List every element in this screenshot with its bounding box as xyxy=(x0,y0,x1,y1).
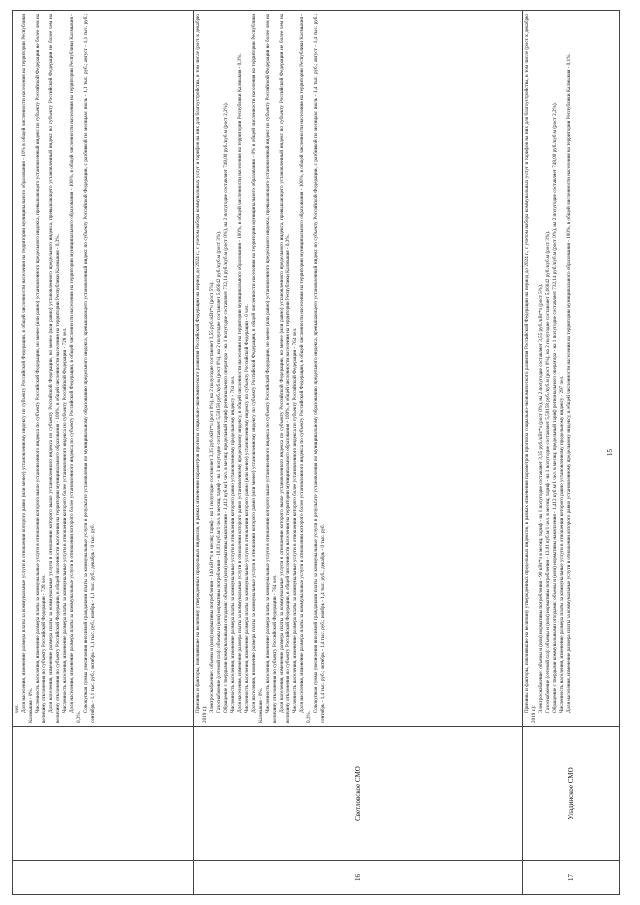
paragraph: Численность населения, изменение размера платы за коммунальные услуги в отношении которого более установленного индекса по субъекту Российской Федерации - 728 чел. xyxy=(62,327,69,713)
paragraph: Причины и факторы, повлиявшие на величину утвержденных предельных индексов, в рамках изменения параметров прогноза социально-экономического развития Российской Федерации на период до 2024 г., с учетом набора коммунальных услуг и тарифов на них для благоустройства, в том числе (рост к декабрю 2019 г.): xyxy=(195,14,208,723)
paragraph: Газоснабжение (сетевой газ): объемы и (или) нормативы потребления - 13,01 куб.м/1 чел. в месяц; тариф - на 1 полугодие составляет 5,50158 руб./куб.м (рост 0%), на 2 полугодие составляет 5,66642 руб./куб.м (рост 3%). xyxy=(544,230,551,713)
municipality-name xyxy=(13,727,194,861)
paragraph: Численность населения, изменение размера платы за коммунальные услуги в отношении которого равно установленному предельному индексу - 764 чел. xyxy=(229,375,236,713)
table-row xyxy=(523,11,620,895)
paragraph: Причины и факторы, повлиявшие на величину утвержденных предельных индексов, в рамках изменения параметров прогноза социально-экономического развития Российской Федерации на период до 2024 г., с учетом набора коммунальных услуг и тарифов на них для благоустройства, в том числе (рост к декабрю 2019 г.): xyxy=(524,14,537,723)
paragraph: Доля населения, изменение размера платы за коммунальные услуги в отношении которого равно установленному предельному индексу, в общей численности населения на территории муниципального образования - 100%, в общей численности населения на территории Республики Калмыкия - 0,1%. xyxy=(566,53,573,713)
paragraph: Численность населения, изменение размера платы за коммунальные услуги в отношении которого более установленного индекса по субъекту Российской Федерации - 764 чел. xyxy=(292,327,299,713)
paragraph: Численность населения, изменение размера платы за коммунальные услуги в отношении которого равно (или менее) установленному индексу по субъекту Российской Федерации - 0 чел. xyxy=(244,304,251,713)
row-number: 17 xyxy=(523,861,620,895)
description-cell xyxy=(194,11,523,727)
paragraph: Численность населения, изменение размера платы за коммунальные услуги в отношении которого выше установленного индекса по субъекту Российской Федерации, но менее (или равно) установленного предельного индекса, превышающего установленный индекс по субъекту Российской Федерации не более чем на величину отклонения по субъекту Российской Федерации - 764 чел. xyxy=(264,14,278,723)
table-row xyxy=(194,11,523,895)
paragraph: Численность населения, изменение размера платы за коммунальные услуги в отношении которого выше установленного индекса по субъекту Российской Федерации, но менее (или равно) установленного предельного индекса, превышающего установленный индекс по субъекту Российской Федерации не более чем на величину отклонения по субъекту Российской Федерации - 728 чел. xyxy=(34,14,48,723)
table-row xyxy=(13,11,194,895)
paragraph: Совокупная сумма увеличения вносимой гражданами платы за коммунальные услуги в результате установления по муниципальному образованию предельного индекса, превышающего установленный индекс по субъекту Российской Федерации, с разбивкой по месяцам: июль - 1,4 тыс. руб.; август - 1,4 тыс. руб.; сентябрь - 1,4 тыс. руб.; октябрь - 1,4 тыс. руб.; ноябрь - 1,4 тыс. руб.; декабрь - 0 тыс. руб. xyxy=(313,14,326,723)
paragraph: Совокупная сумма увеличения вносимой гражданами платы за коммунальные услуги в результате установления по муниципальному образованию предельного индекса, превышающего установленный индекс по субъекту Российской Федерации, с разбивкой по месяцам: июль - 1,1 тыс. руб.; август - 1,1 тыс. руб.; сентябрь - 1,1 тыс. руб.; октябрь - 1,1 тыс. руб.; ноябрь - 1,1 тыс. руб.; декабрь - 0 тыс. руб. xyxy=(82,14,96,723)
row-number: 16 xyxy=(194,861,523,895)
regions-table xyxy=(12,10,620,895)
paragraph: Электроснабжение: объемы и (или) нормативы потребления - 140 кВт*ч в месяц; тариф - на 1 полугодие составляет 3,35 руб./кВт*ч (рост 0%), на 2 полугодие составляет 3,55 руб./кВт*ч (рост 5%). xyxy=(208,281,215,713)
description-cell xyxy=(523,11,620,727)
paragraph: Доля населения, изменение размера платы за коммунальные услуги в отношении которого выше установленного индекса по субъекту Российской Федерации, но менее (или равно) установленного предельного индекса, превышающего установленный индекс по субъекту Российской Федерации не более чем на величину отклонения по субъекту Российской Федерации, в общей численности населения на территории муниципального образования - 100%, в общей численности населения на территории Республики Калмыкия - 0,3%. xyxy=(48,14,62,723)
paragraph: Доля населения, изменение размера платы за коммунальные услуги в отношении которого равно установленному предельному индексу, в общей численности населения на территории муниципального образования - 100%, в общей численности населения на территории Республики Калмыкия - 0,3%. xyxy=(237,53,244,713)
municipality-name: Светловское СМО xyxy=(194,727,523,861)
paragraph: Численность населения, изменение размера платы за коммунальные услуги в отношении которого равно установленному предельному индексу - 297 чел. xyxy=(558,375,565,713)
paragraph: Электроснабжение: объемы и (или) нормативы потребления - 90 кВт*ч в месяц; тариф - на 1 полугодие составляет 3,35 руб./кВт*ч (рост 0%), на 2 полугодие составляет 3,55 руб./кВт*ч (рост 5%). xyxy=(537,283,544,713)
description-cell xyxy=(13,11,194,727)
paragraph: Доля населения, изменение размера платы за коммунальные услуги в отношении которого выше установленного индекса по субъекту Российской Федерации, но менее (или равно) установленного предельного индекса, превышающего установленный индекс по субъекту Российской Федерации не более чем на величину отклонения по субъекту Российской Федерации, в общей численности населения на территории муниципального образования - 100%, в общей численности населения на территории Республики Калмыкия - 0,3%. xyxy=(278,14,292,723)
paragraph: Газоснабжение (сетевой газ): объемы и (или) нормативы потребления - 10,03 куб.м/1 чел. в месяц; тариф - на 1 полугодие составляет 5,50158 руб./куб.м (рост 0%), на 2 полугодие составляет 5,66642 руб./куб.м (рост 3%). xyxy=(215,230,222,713)
paragraph: Доля населения, изменение размера платы за коммунальные услуги в отношении которого более установленного индекса по субъекту Российской Федерации, в общей численности населения на территории муниципального образования - 100%, в общей численности населения на территории Республики Калмыкия - 0,3%. xyxy=(299,14,312,723)
row-number xyxy=(13,861,194,895)
paragraph: Доля населения, изменение размера платы за коммунальные услуги в отношении которого равно (или менее) установленному индексу по субъекту Российской Федерации, в общей численности населения на территории муниципального образования - 0% в общей численности населения на территории Республики Калмыкия - 0%. xyxy=(251,14,264,723)
page-number: 15 xyxy=(606,449,614,456)
paragraph: Обращение с твердыми коммунальными отходами: объемы и (или) нормативы накопления - 1,412 куб.м/1 чел. в месяц; предельный тариф регионального оператора - на 1 полугодие составляет 732,14 руб./куб.м (рост 0%), на 2 полугодие составляет 748,00 руб./куб.м (рост 2,2%). xyxy=(551,102,558,713)
municipality-name: Уладинское СМО xyxy=(523,727,620,861)
paragraph: Обращение с твердыми коммунальными отходами: объемы и (или) нормативы накопления - 1,412 куб.м/1 чел. в месяц; предельный тариф регионального оператора - на 1 полугодие составляет 732,14 руб./куб.м (рост 0%), на 2 полугодие составляет 748,00 руб./куб.м (рост 2,2%). xyxy=(222,102,229,713)
paragraph: чел. xyxy=(14,704,20,713)
paragraph: Доля населения, изменение размера платы за коммунальные услуги в отношении которого более установленного индекса по субъекту Российской Федерации, в общей численности населения на территории муниципального образования - 100%, в общей численности населения на территории Республики Калмыкия - 0,3%. xyxy=(69,14,82,723)
paragraph: Доля населения, изменение размера платы за коммунальные услуги в отношении которого равно (или менее) установленному индексу по субъекту Российской Федерации, в общей численности населения на территории муниципального образования - 10% в общей численности населения на территории Республики Калмыкия - 0%. xyxy=(21,14,34,723)
